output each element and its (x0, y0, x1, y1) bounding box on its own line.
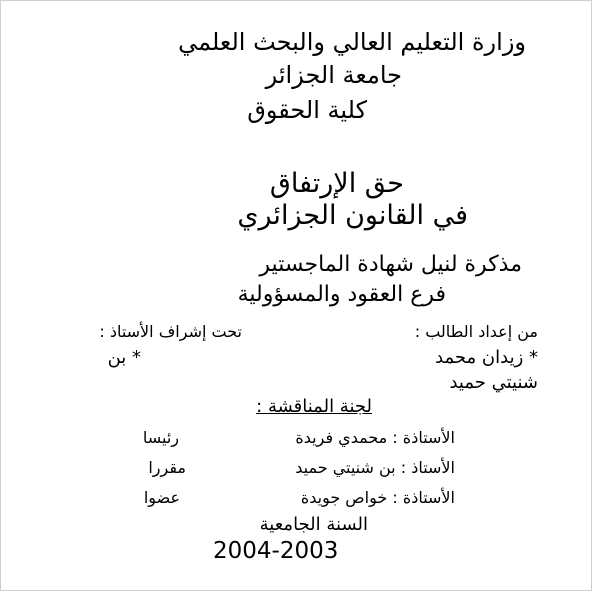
supervisor-name: * بن (107, 347, 141, 368)
supervisor-name-continued: شنيتي حميد (449, 372, 538, 393)
committee-member-3-role: عضوا (143, 488, 180, 507)
committee-member-1-role: رئيسا (142, 428, 179, 447)
faculty-heading: كلية الحقوق (247, 96, 367, 124)
committee-heading: لجنة المناقشة : (256, 396, 372, 417)
subtitle-line2: فرع العقود والمسؤولية (237, 282, 446, 307)
ministry-heading: وزارة التعليم العالي والبحث العلمي (178, 28, 526, 56)
thesis-title-line2: في القانون الجزائري (237, 200, 468, 231)
university-heading: جامعة الجزائر (265, 61, 402, 89)
committee-member-3-name: الأستاذة : خواص جويدة (300, 488, 455, 507)
student-label: من إعداد الطالب : (414, 322, 538, 341)
academic-year-label: السنة الجامعية (259, 514, 368, 535)
committee-member-2-name: الأستاذ : بن شنيتي حميد (295, 458, 455, 477)
academic-year-value: 2004-2003 (213, 538, 339, 564)
supervisor-label: تحت إشراف الأستاذ : (99, 322, 242, 341)
committee-member-1-name: الأستاذة : محمدي فريدة (295, 428, 455, 447)
thesis-title-line1: حق الإرتفاق (269, 168, 404, 199)
committee-member-2-role: مقررا (148, 458, 186, 477)
subtitle-line1: مذكرة لنيل شهادة الماجستير (259, 252, 522, 277)
student-name: * زيدان محمد (435, 347, 538, 368)
